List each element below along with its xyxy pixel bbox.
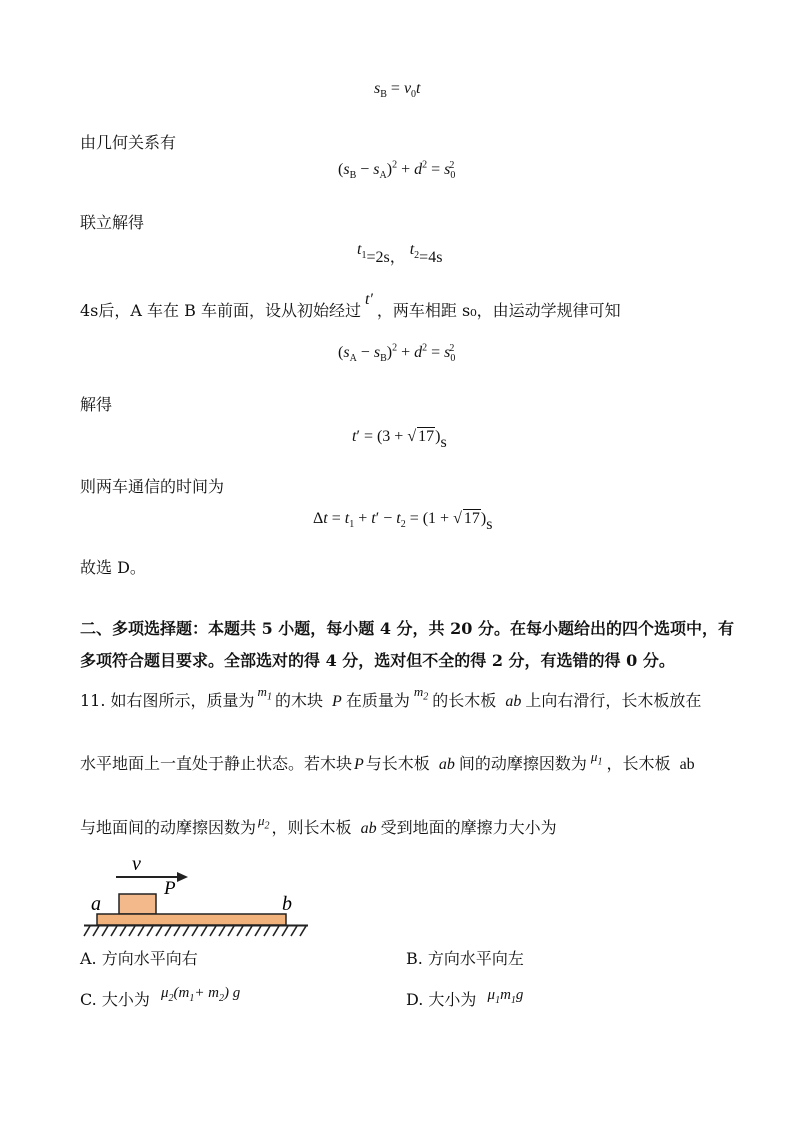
board-end-a-label: a: [91, 893, 101, 915]
text-solved: 解得: [80, 395, 113, 414]
question-11-line-1: 11. 如右图所示，质量为 $^{m_1}$ 的木块 P 在质量为 $^{m_2}$ 的长木板 ab 上向右滑行，长木板放在: [80, 684, 702, 710]
equation-t-prime: t′ = (3 + √ 17)s: [352, 428, 447, 451]
equation-sB: $s_B = v_0t$: [374, 80, 421, 101]
t2-value: =4s: [419, 249, 443, 266]
text-geometry: 由几何关系有: [80, 133, 177, 152]
question-11-line-2: 水平地面上一直处于静止状态。若木块 P 与长木板 ab 间的动摩擦因数为 $^{\mu_1}$ ，长木板 ab: [80, 749, 695, 773]
option-a[interactable]: A. 方向水平向右: [80, 949, 198, 968]
equation-geometry-1: $(s_B - s_A)^2 + d^2 = s_0^2$: [338, 159, 456, 182]
option-c[interactable]: C. 大小为 $\mu_2(m_1+ m_2)$ g: [80, 985, 241, 1009]
equation-geometry-2: $(s_A - s_B)^2 + d^2 = s_0^2$: [338, 342, 456, 365]
option-b[interactable]: B. 方向水平向左: [406, 949, 524, 968]
board-ab: [97, 914, 286, 925]
ground-hatching: [84, 926, 306, 936]
block-p: [119, 894, 156, 914]
board-end-b-label: b: [282, 893, 292, 915]
section-header-line-1: 二、多项选择题：本题共 5 小题，每小题 4 分，共 20 分。在每小题给出的四个选项中，有: [80, 619, 734, 638]
equation-delta-t: $\Delta t = t_1 + t' - t_2 = (1$ + √ 17)s: [313, 510, 493, 533]
block-p-label: P: [164, 878, 176, 899]
text-comm-time: 则两车通信的时间为: [80, 477, 225, 496]
block-on-board-figure: [80, 850, 320, 942]
velocity-arrowhead: [177, 872, 188, 882]
option-d[interactable]: D. 大小为 $\mu_1m_1g$: [406, 987, 524, 1009]
text-answer: 故选 D。: [80, 558, 146, 577]
section-header-line-2: 多项符合题目要求。全部选对的得 4 分，选对但不全的得 2 分，有选错的得 0 分。: [80, 651, 675, 670]
text-after-4s: 4s后，A 车在 B 车前面，设从初始经过t′，两车相距 s₀，由运动学规律可知: [80, 291, 621, 320]
text-solve: 联立解得: [80, 213, 145, 232]
velocity-label: v: [132, 853, 141, 875]
question-11-line-3: 与地面间的动摩擦因数为 $^{\mu_2}$ ，则长木板 ab 受到地面的摩擦力大小为: [80, 813, 557, 837]
equation-t1-t2: $t_1=2s$， $t_2=4s$: [357, 241, 443, 266]
t1-value: =2s，: [366, 249, 406, 266]
